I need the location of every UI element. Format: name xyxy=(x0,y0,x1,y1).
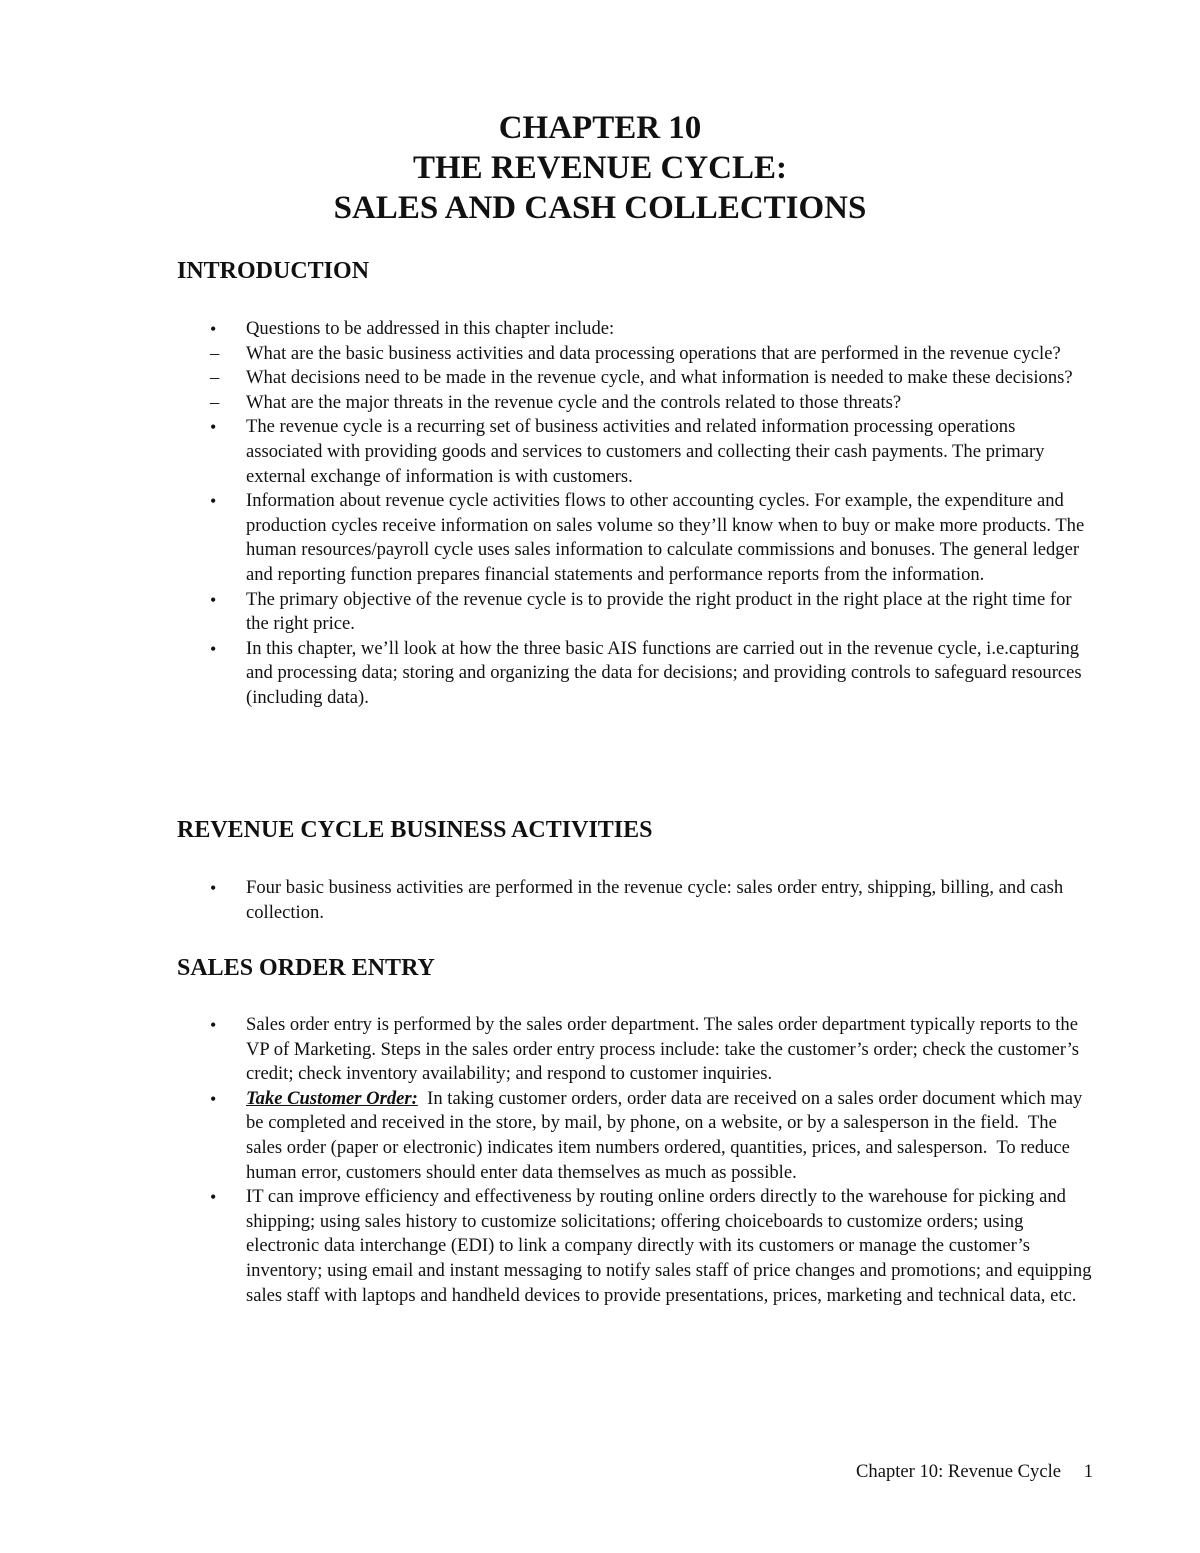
bullet-text: In taking customer orders, order data are received on a sales order document which may be completed and received in the store, by mail, by phone, on a website, or by a salesperson in the field. The sales order (paper or electronic) indicates item numbers ordered, quantities, prices, and salesperson. To reduce human error, customers should enter data themselves as much as possible. xyxy=(246,1087,1087,1183)
sub-list-item xyxy=(174,342,1096,367)
bullet-icon: • xyxy=(210,1088,217,1109)
introduction-list xyxy=(0,317,1200,711)
list-item xyxy=(0,876,1096,925)
list-item xyxy=(0,415,1096,489)
heading-sales-order-entry: SALES ORDER ENTRY xyxy=(177,955,435,981)
bullet-icon: • xyxy=(210,638,217,659)
page-number: 1 xyxy=(1083,1461,1093,1482)
bullet-icon: • xyxy=(210,491,217,512)
bullet-icon: • xyxy=(210,417,217,438)
chapter-title xyxy=(0,108,1200,228)
list-item xyxy=(0,637,1096,711)
bullet-text: In this chapter, we’ll look at how the three basic AIS functions are carried out in the revenue cycle, i.e.capturing and processing data; storing and organizing the data for decisions; and providing controls to safeguard resources (including data). xyxy=(246,637,1082,708)
questions-sublist xyxy=(174,342,1096,416)
sales-order-entry-list xyxy=(0,1013,1200,1308)
heading-introduction: INTRODUCTION xyxy=(177,258,370,284)
take-customer-order-label: Take Customer Order: xyxy=(246,1087,418,1109)
heading-revenue-cycle-activities: REVENUE CYCLE BUSINESS ACTIVITIES xyxy=(177,817,653,843)
sub-item-text: What are the major threats in the revenue cycle and the controls related to those threats? xyxy=(246,391,902,413)
list-item xyxy=(0,588,1096,637)
sub-list-item xyxy=(174,391,1096,416)
bullet-text: Sales order entry is performed by the sales order department. The sales order department typically reports to the VP of Marketing. Steps in the sales order entry process include: take the customer’s order; check the customer’s credit; check inventory availability; and respond to customer inquiries. xyxy=(246,1014,1080,1085)
bullet-icon: • xyxy=(210,1187,217,1208)
bullet-text: The primary objective of the revenue cycle is to provide the right product in the right place at the right time for the right price. xyxy=(246,588,1072,635)
list-item xyxy=(0,1087,1096,1185)
bullet-text: The revenue cycle is a recurring set of business activities and related information processing operations associated with providing goods and services to customers and collecting their cash payments. The primary external exchange of information is with customers. xyxy=(246,416,1045,487)
list-item xyxy=(0,1013,1096,1087)
dash-icon: – xyxy=(210,367,220,389)
bullet-text: Four basic business activities are performed in the revenue cycle: sales order entry, shipping, billing, and cash collection. xyxy=(246,877,1064,923)
sub-list-item xyxy=(174,366,1096,391)
chapter-title-line: THE REVENUE CYCLE: xyxy=(412,150,788,186)
sub-item-text: What are the basic business activities and data processing operations that are performed in the revenue cycle? xyxy=(246,342,1061,364)
dash-icon: – xyxy=(210,391,220,413)
chapter-subtitle: SALES AND CASH COLLECTIONS xyxy=(333,190,867,226)
bullet-icon: • xyxy=(210,878,217,898)
bullet-text: Questions to be addressed in this chapter include: xyxy=(246,318,615,339)
list-item xyxy=(0,1185,1096,1308)
bullet-icon: • xyxy=(210,319,217,339)
dash-icon: – xyxy=(210,342,220,364)
bullet-icon: • xyxy=(210,1015,217,1035)
list-item xyxy=(0,489,1096,587)
bullet-text: IT can improve efficiency and effectiveness by routing online orders directly to the warehouse for picking and shipping; using sales history to customize solicitations; offering choiceboards to customize orders; using electronic data interchange (EDI) to link a company directly with its customers or manage the customer’s inventory; using email and instant messaging to notify sales staff of price changes and promotions; and equipping sales staff with laptops and handheld devices to provide presentations, prices, marketing and technical data, etc. xyxy=(246,1186,1092,1306)
page-footer xyxy=(0,1460,1093,1484)
sub-item-text: What decisions need to be made in the revenue cycle, and what information is needed to make these decisions? xyxy=(246,367,1073,389)
list-item xyxy=(0,317,1096,415)
footer-label: Chapter 10: Revenue Cycle xyxy=(856,1461,1061,1482)
bullet-icon: • xyxy=(210,589,217,610)
activities-list xyxy=(0,876,1200,925)
bullet-text: Information about revenue cycle activities flows to other accounting cycles. For example, the expenditure and production cycles receive information on sales volume so they’ll know when to buy or make more products. The human resources/payroll cycle uses sales information to calculate commissions and bonuses. The general ledger and reporting function prepares financial statements and performance reports from the information. xyxy=(246,490,1085,585)
chapter-number: CHAPTER 10 xyxy=(498,110,702,146)
